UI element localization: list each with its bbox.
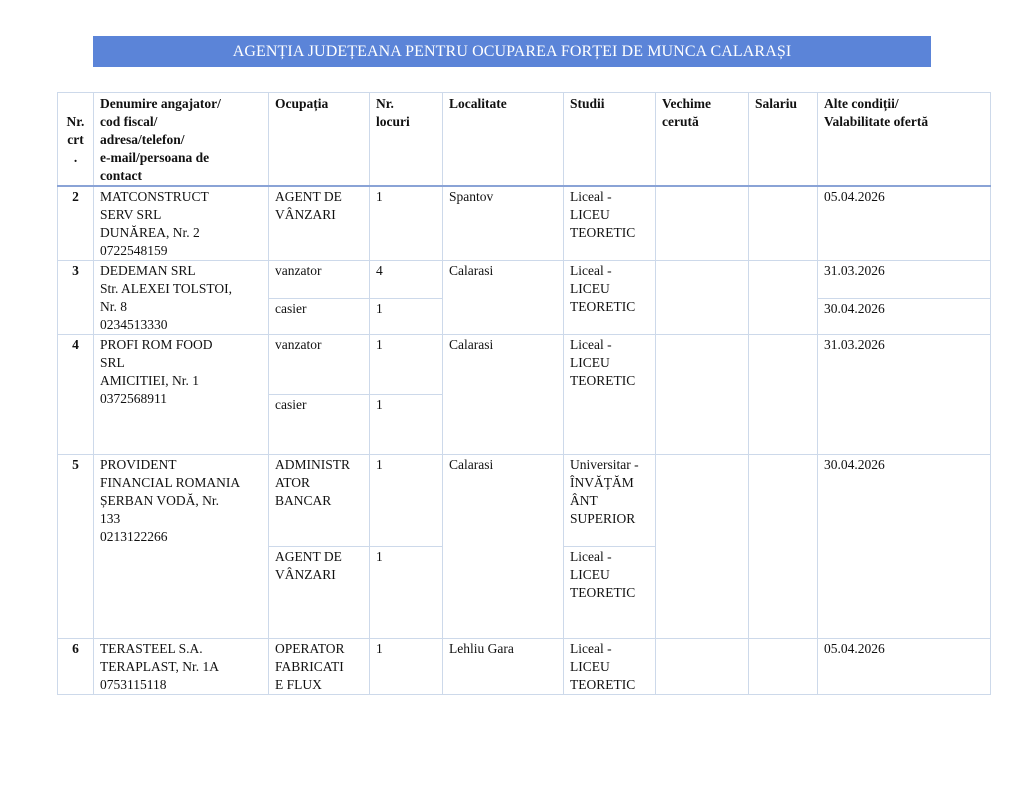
validity-cell: 30.04.2026: [818, 298, 991, 335]
employer-cell: MATCONSTRUCT SERV SRL DUNĂREA, Nr. 2 0722548159: [94, 186, 269, 261]
header-seniority: Vechime cerută: [656, 93, 749, 187]
locality-cell: Calarasi: [443, 261, 564, 335]
table-header-row: [58, 93, 991, 187]
studies-cell: Universitar - ÎNVĂȚĂM ÂNT SUPERIOR: [564, 455, 656, 547]
table-row: [58, 639, 991, 695]
seniority-cell: [656, 186, 749, 261]
occupation-cell: casier: [269, 395, 370, 455]
row-number: 3: [58, 261, 94, 335]
seniority-cell: [656, 335, 749, 455]
salary-cell: [749, 261, 818, 335]
locality-cell: Calarasi: [443, 335, 564, 455]
row-number: 5: [58, 455, 94, 639]
header-other: Alte condiții/ Valabilitate ofertă: [818, 93, 991, 187]
header-employer: Denumire angajator/ cod fiscal/ adresa/telefon/ e-mail/persoana de contact: [94, 93, 269, 187]
validity-cell: 30.04.2026: [818, 455, 991, 639]
validity-cell: 31.03.2026: [818, 261, 991, 299]
places-cell: 1: [370, 547, 443, 639]
studies-cell: Liceal - LICEU TEORETIC: [564, 547, 656, 639]
seniority-cell: [656, 455, 749, 639]
locality-cell: Lehliu Gara: [443, 639, 564, 695]
job-offers-table: [57, 92, 991, 695]
row-number: 4: [58, 335, 94, 455]
studies-cell: Liceal - LICEU TEORETIC: [564, 186, 656, 261]
seniority-cell: [656, 639, 749, 695]
studies-cell: Liceal - LICEU TEORETIC: [564, 639, 656, 695]
header-salary: Salariu: [749, 93, 818, 187]
occupation-cell: AGENT DE VÂNZARI: [269, 186, 370, 261]
header-occupation: Ocupația: [269, 93, 370, 187]
places-cell: 1: [370, 395, 443, 455]
employer-cell: PROVIDENT FINANCIAL ROMANIA ȘERBAN VODĂ, Nr. 133 0213122266: [94, 455, 269, 639]
occupation-cell: vanzator: [269, 261, 370, 299]
occupation-cell: AGENT DE VÂNZARI: [269, 547, 370, 639]
occupation-cell: casier: [269, 298, 370, 335]
seniority-cell: [656, 261, 749, 335]
page-title: AGENȚIA JUDEȚEANA PENTRU OCUPAREA FORȚEI DE MUNCA CALARAȘI: [93, 36, 931, 67]
row-number: 2: [58, 186, 94, 261]
studies-cell: Liceal - LICEU TEORETIC: [564, 261, 656, 335]
places-cell: 1: [370, 639, 443, 695]
header-locality: Localitate: [443, 93, 564, 187]
header-studies: Studii: [564, 93, 656, 187]
table-row: [58, 335, 991, 395]
header-places: Nr. locuri: [370, 93, 443, 187]
locality-cell: Spantov: [443, 186, 564, 261]
table-row: [58, 261, 991, 299]
salary-cell: [749, 639, 818, 695]
validity-cell: 31.03.2026: [818, 335, 991, 455]
header-nr-crt: Nr. crt .: [58, 93, 94, 187]
places-cell: 1: [370, 298, 443, 335]
employer-cell: DEDEMAN SRL Str. ALEXEI TOLSTOI, Nr. 8 0234513330: [94, 261, 269, 335]
occupation-cell: OPERATOR FABRICATI E FLUX: [269, 639, 370, 695]
validity-cell: 05.04.2026: [818, 639, 991, 695]
salary-cell: [749, 455, 818, 639]
occupation-cell: ADMINISTR ATOR BANCAR: [269, 455, 370, 547]
table-row: [58, 186, 991, 261]
employer-cell: TERASTEEL S.A. TERAPLAST, Nr. 1A 0753115118: [94, 639, 269, 695]
locality-cell: Calarasi: [443, 455, 564, 639]
places-cell: 4: [370, 261, 443, 299]
places-cell: 1: [370, 455, 443, 547]
employer-cell: PROFI ROM FOOD SRL AMICITIEI, Nr. 1 0372568911: [94, 335, 269, 455]
validity-cell: 05.04.2026: [818, 186, 991, 261]
salary-cell: [749, 186, 818, 261]
studies-cell: Liceal - LICEU TEORETIC: [564, 335, 656, 455]
row-number: 6: [58, 639, 94, 695]
places-cell: 1: [370, 335, 443, 395]
salary-cell: [749, 335, 818, 455]
occupation-cell: vanzator: [269, 335, 370, 395]
table-row: [58, 455, 991, 547]
places-cell: 1: [370, 186, 443, 261]
